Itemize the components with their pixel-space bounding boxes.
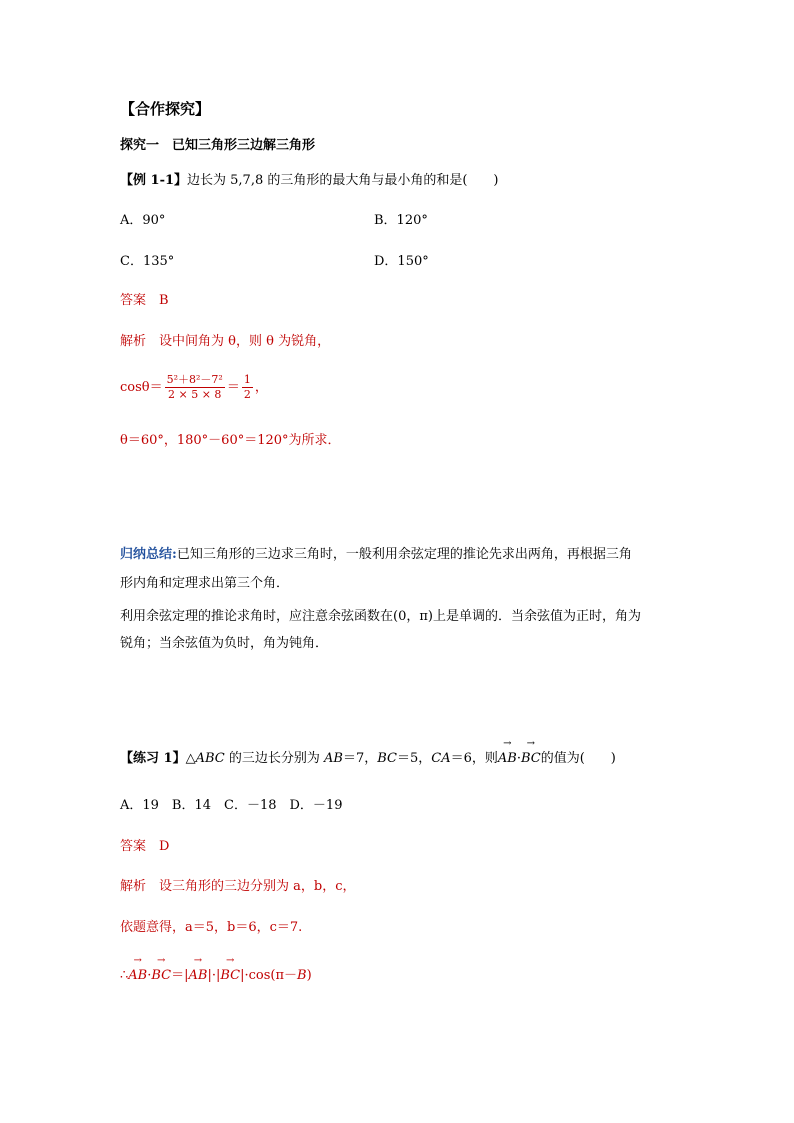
analysis-text: 设中间角为 θ，则 θ 为锐角， bbox=[159, 334, 331, 349]
vector-bc: → BC bbox=[521, 750, 541, 768]
vector-ab: → AB bbox=[128, 967, 147, 985]
summary-label: 归纳总结: bbox=[120, 547, 177, 562]
triangle-name: ABC bbox=[195, 751, 225, 766]
cos-equals: ＝ bbox=[226, 380, 240, 395]
summary-line-3: 利用余弦定理的推论求角时，应注意余弦函数在(0，π)上是单调的．当余弦值为正时，角为 bbox=[120, 609, 641, 624]
vector-ab: → AB bbox=[498, 750, 517, 768]
therefore-symbol: ∴ bbox=[120, 968, 129, 983]
option-a: A．90° bbox=[120, 213, 166, 228]
answer-value: B bbox=[159, 293, 169, 308]
close-paren: ) bbox=[306, 968, 312, 983]
summary-line-2: 形内角和定理求出第三个角． bbox=[120, 576, 290, 591]
exercise-analysis-line-2: 依题意得，a＝5，b＝6，c＝7. bbox=[120, 920, 303, 935]
analysis-conclusion: θ＝60°，180°－60°＝120°为所求． bbox=[120, 433, 341, 448]
cos-fraction bbox=[165, 373, 225, 402]
angle-b: B bbox=[297, 968, 307, 983]
cos-result-numerator: 1 bbox=[243, 373, 251, 386]
triangle-symbol: △ bbox=[185, 751, 196, 766]
exercise-final-formula bbox=[120, 967, 312, 985]
section-title: 【合作探究】 bbox=[120, 100, 211, 118]
example-label: 【例 1-1】 bbox=[120, 173, 188, 188]
cos-result-denominator: 2 bbox=[243, 388, 251, 401]
example-answer bbox=[120, 292, 169, 310]
summary-line-4: 锐角；当余弦值为负时，角为钝角． bbox=[120, 636, 329, 651]
vector-ab: → AB bbox=[189, 967, 208, 985]
question-text: ＝7， bbox=[342, 751, 378, 766]
option-b: B．120° bbox=[374, 213, 428, 228]
answer-value: D bbox=[159, 839, 170, 854]
cos-denominator: 2 × 5 × 8 bbox=[165, 387, 225, 402]
analysis-text: 设三角形的三边分别为 a，b，c， bbox=[159, 879, 356, 894]
cos-prefix: cosθ＝ bbox=[120, 380, 163, 395]
example-analysis bbox=[120, 333, 330, 351]
side-ca: CA bbox=[431, 751, 451, 766]
side-ab: AB bbox=[323, 751, 343, 766]
exercise-answer bbox=[120, 838, 169, 856]
dot-operator: · bbox=[147, 968, 152, 983]
summary-text-1: 已知三角形的三边求三角时，一般利用余弦定理的推论先求出两角，再根据三角 bbox=[176, 547, 632, 562]
dot-operator: · bbox=[516, 751, 521, 766]
exercise-analysis bbox=[120, 878, 356, 896]
answer-label: 答案 bbox=[120, 839, 147, 854]
example-question-text: 边长为 5,7,8 的三角形的最大角与最小角的和是( ) bbox=[187, 173, 499, 188]
vector-bc: → BC bbox=[151, 967, 171, 985]
cos-term: |·cos(π－ bbox=[240, 968, 298, 983]
example-question bbox=[120, 172, 499, 190]
cos-formula bbox=[120, 373, 268, 402]
cos-end: ， bbox=[254, 380, 268, 395]
option-d: D．150° bbox=[374, 254, 429, 269]
exercise-options: A．19 B．14 C．－18 D．－19 bbox=[120, 798, 343, 813]
equals-sign: ＝| bbox=[171, 968, 189, 983]
vector-bc: → BC bbox=[220, 967, 240, 985]
side-bc: BC bbox=[377, 751, 397, 766]
analysis-label: 解析 bbox=[120, 334, 147, 349]
topic-heading: 探究一 已知三角形三边解三角形 bbox=[120, 138, 316, 153]
summary-line-1 bbox=[120, 546, 632, 564]
question-text: 的值为( ) bbox=[540, 751, 616, 766]
question-text: 的三边长分别为 bbox=[224, 751, 324, 766]
cos-result-fraction bbox=[242, 373, 253, 402]
exercise-label: 【练习 1】 bbox=[120, 751, 186, 766]
option-c: C．135° bbox=[120, 254, 175, 269]
question-text: ＝5， bbox=[396, 751, 432, 766]
cos-numerator: 5²＋8²－7² bbox=[166, 373, 223, 386]
exercise-question bbox=[120, 750, 616, 768]
question-text: ＝6，则 bbox=[450, 751, 498, 766]
analysis-label: 解析 bbox=[120, 879, 147, 894]
abs-separator: |·| bbox=[207, 968, 221, 983]
answer-label: 答案 bbox=[120, 293, 147, 308]
